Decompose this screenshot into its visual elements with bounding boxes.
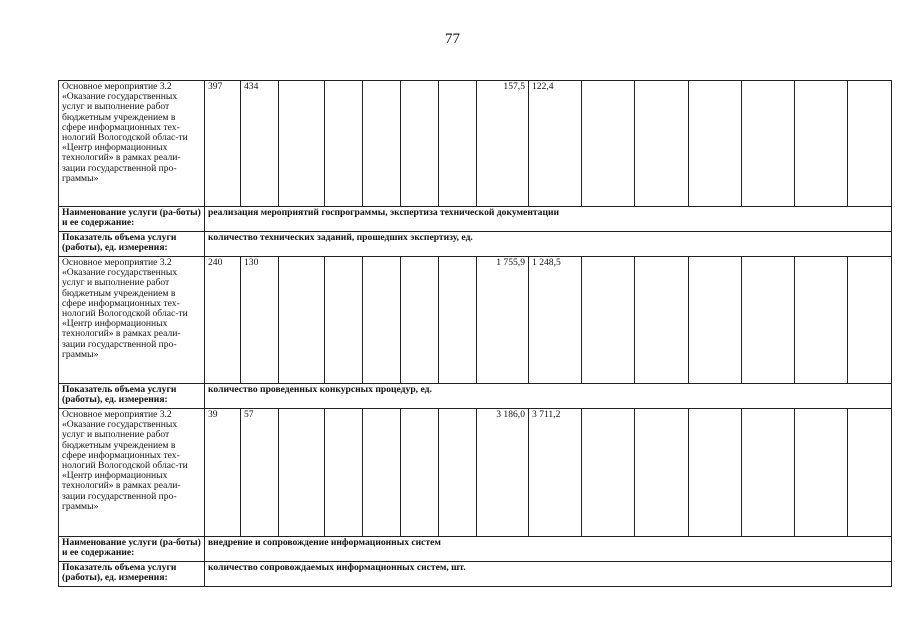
empty-cell — [848, 81, 892, 207]
service-name-label: Наименование услуги (ра-боты) и ее содержание: — [59, 207, 205, 232]
value-cell: 39 — [205, 409, 241, 537]
empty-cell — [401, 257, 439, 384]
empty-cell — [325, 81, 363, 207]
empty-cell — [689, 257, 742, 384]
empty-cell — [582, 257, 635, 384]
value-cell: 240 — [205, 257, 241, 384]
empty-cell — [363, 81, 401, 207]
empty-cell — [635, 81, 689, 207]
volume-indicator-label: Показатель объема услуги (работы), ед. измерения: — [59, 232, 205, 257]
empty-cell — [742, 409, 795, 537]
value-cell: 130 — [241, 257, 279, 384]
volume-indicator-text: количество технических заданий, прошедших экспертизу, ед. — [205, 232, 892, 257]
table-row — [59, 562, 892, 587]
table-row — [59, 81, 892, 207]
empty-cell — [742, 257, 795, 384]
value-cell: 1 248,5 — [529, 257, 582, 384]
empty-cell — [742, 81, 795, 207]
empty-cell — [401, 409, 439, 537]
value-cell: 397 — [205, 81, 241, 207]
table-row — [59, 409, 892, 537]
empty-cell — [582, 81, 635, 207]
volume-indicator-text: количество сопровождаемых информационных систем, шт. — [205, 562, 892, 587]
value-cell: 122,4 — [529, 81, 582, 207]
empty-cell — [635, 409, 689, 537]
activity-description: Основное мероприятие 3.2 «Оказание государственных услуг и выполнение работ бюджетным учреждением в сфере информационных тех-нологий Вологодской облас-ти «Центр информационных технологий» в рамках реали-зации государственной про-граммы» — [59, 409, 205, 537]
empty-cell — [325, 409, 363, 537]
empty-cell — [439, 81, 477, 207]
empty-cell — [689, 409, 742, 537]
table-row — [59, 384, 892, 409]
data-table — [58, 80, 892, 587]
service-name-text: внедрение и сопровождение информационных систем — [205, 537, 892, 562]
table-row — [59, 537, 892, 562]
table-row — [59, 257, 892, 384]
empty-cell — [795, 409, 848, 537]
empty-cell — [363, 409, 401, 537]
empty-cell — [439, 409, 477, 537]
empty-cell — [795, 257, 848, 384]
value-cell: 3 186,0 — [477, 409, 529, 537]
activity-description: Основное мероприятие 3.2 «Оказание государственных услуг и выполнение работ бюджетным учреждением в сфере информационных тех-нологий Вологодской облас-ти «Центр информационных технологий» в рамках реали-зации государственной про-граммы» — [59, 257, 205, 384]
empty-cell — [439, 257, 477, 384]
empty-cell — [363, 257, 401, 384]
table-row — [59, 232, 892, 257]
empty-cell — [325, 257, 363, 384]
empty-cell — [279, 409, 325, 537]
value-cell: 157,5 — [477, 81, 529, 207]
value-cell: 3 711,2 — [529, 409, 582, 537]
empty-cell — [401, 81, 439, 207]
empty-cell — [582, 409, 635, 537]
empty-cell — [848, 409, 892, 537]
table-row — [59, 207, 892, 232]
empty-cell — [279, 257, 325, 384]
empty-cell — [795, 81, 848, 207]
empty-cell — [635, 257, 689, 384]
volume-indicator-label: Показатель объема услуги (работы), ед. измерения: — [59, 384, 205, 409]
value-cell: 434 — [241, 81, 279, 207]
empty-cell — [848, 257, 892, 384]
value-cell: 57 — [241, 409, 279, 537]
activity-description: Основное мероприятие 3.2 «Оказание государственных услуг и выполнение работ бюджетным учреждением в сфере информационных тех-нологий Вологодской облас-ти «Центр информационных технологий» в рамках реали-зации государственной про-граммы» — [59, 81, 205, 207]
service-name-label: Наименование услуги (ра-боты) и ее содержание: — [59, 537, 205, 562]
service-name-text: реализация мероприятий госпрограммы, экспертиза технической документации — [205, 207, 892, 232]
value-cell: 1 755,9 — [477, 257, 529, 384]
empty-cell — [689, 81, 742, 207]
volume-indicator-label: Показатель объема услуги (работы), ед. измерения: — [59, 562, 205, 587]
page-number: 77 — [445, 31, 460, 47]
empty-cell — [279, 81, 325, 207]
volume-indicator-text: количество проведенных конкурсных процедур, ед. — [205, 384, 892, 409]
